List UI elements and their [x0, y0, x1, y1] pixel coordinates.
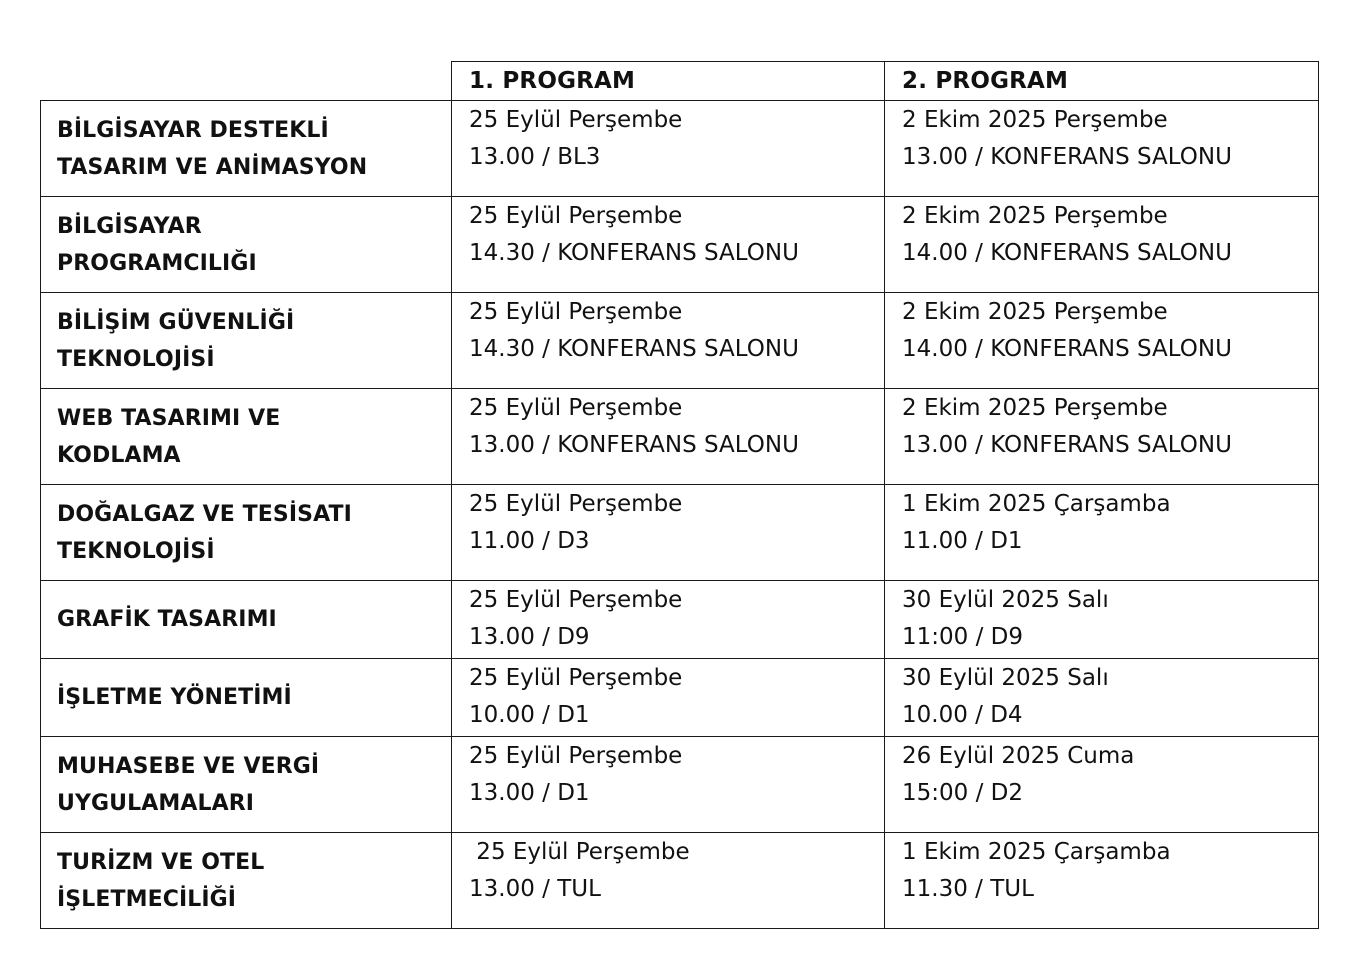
program-2-cell	[885, 581, 1319, 659]
department-name-line: İŞLETMECİLİĞİ	[57, 886, 237, 912]
department-name-line: UYGULAMALARI	[57, 790, 255, 816]
program-2-date: 26 Eylül 2025 Cuma	[902, 743, 1135, 769]
department-name-line: PROGRAMCILIĞI	[57, 250, 257, 276]
program-2-date: 2 Ekim 2025 Perşembe	[902, 203, 1168, 229]
department-name-line: TASARIM VE ANİMASYON	[57, 154, 368, 180]
table-row	[41, 833, 1319, 929]
program-2-cell	[885, 101, 1319, 197]
program-1-time-room: 13.00 / KONFERANS SALONU	[469, 432, 799, 458]
department-cell	[41, 737, 452, 833]
department-name-line: TURİZM VE OTEL	[57, 849, 265, 875]
program-1-date: 25 Eylül Perşembe	[469, 587, 683, 613]
department-cell	[41, 833, 452, 929]
program-2-time-room: 10.00 / D4	[902, 702, 1023, 728]
program-2-date: 30 Eylül 2025 Salı	[902, 587, 1109, 613]
program-2-time-room: 11.00 / D1	[902, 528, 1023, 554]
table-row	[41, 389, 1319, 485]
program-1-cell	[452, 737, 885, 833]
program-2-date: 2 Ekim 2025 Perşembe	[902, 299, 1168, 325]
program-2-cell	[885, 659, 1319, 737]
exam-schedule-table	[40, 61, 1319, 929]
department-name-line: TEKNOLOJİSİ	[57, 538, 215, 564]
program-2-cell	[885, 485, 1319, 581]
program-2-time-room: 14.00 / KONFERANS SALONU	[902, 336, 1232, 362]
department-cell	[41, 293, 452, 389]
header-row	[41, 62, 1319, 101]
department-name-line: GRAFİK TASARIMI	[57, 607, 277, 632]
program-2-time-room: 11:00 / D9	[902, 624, 1023, 650]
department-name-line: BİLİŞİM GÜVENLİĞİ	[57, 309, 295, 335]
program-1-cell	[452, 197, 885, 293]
program-2-date: 2 Ekim 2025 Perşembe	[902, 395, 1168, 421]
program-1-time-room: 13.00 / D1	[469, 780, 590, 806]
department-name-line: KODLAMA	[57, 442, 181, 468]
program-1-cell	[452, 833, 885, 929]
program-2-date: 2 Ekim 2025 Perşembe	[902, 107, 1168, 133]
program-1-cell	[452, 389, 885, 485]
program-1-cell	[452, 485, 885, 581]
department-cell	[41, 581, 452, 659]
program-2-cell	[885, 389, 1319, 485]
department-cell	[41, 389, 452, 485]
program-2-date: 30 Eylül 2025 Salı	[902, 665, 1109, 691]
table-row	[41, 659, 1319, 737]
department-cell	[41, 659, 452, 737]
program-1-cell	[452, 101, 885, 197]
program-1-date: 25 Eylül Perşembe	[469, 107, 683, 133]
program-1-date: 25 Eylül Perşembe	[469, 839, 690, 865]
department-cell	[41, 101, 452, 197]
program-1-time-room: 14.30 / KONFERANS SALONU	[469, 240, 799, 266]
program-1-time-room: 11.00 / D3	[469, 528, 590, 554]
program-2-date: 1 Ekim 2025 Çarşamba	[902, 839, 1171, 865]
department-name-line: DOĞALGAZ VE TESİSATI	[57, 501, 352, 527]
table-row	[41, 581, 1319, 659]
program-1-date: 25 Eylül Perşembe	[469, 743, 683, 769]
table-row	[41, 197, 1319, 293]
department-name-line: İŞLETME YÖNETİMİ	[57, 685, 292, 710]
program-2-time-room: 14.00 / KONFERANS SALONU	[902, 240, 1232, 266]
department-cell	[41, 197, 452, 293]
department-name-line: BİLGİSAYAR DESTEKLİ	[57, 117, 329, 143]
program-1-time-room: 10.00 / D1	[469, 702, 590, 728]
program-2-cell	[885, 833, 1319, 929]
program-1-date: 25 Eylül Perşembe	[469, 665, 683, 691]
program-1-cell	[452, 581, 885, 659]
table-row	[41, 485, 1319, 581]
program-1-time-room: 14.30 / KONFERANS SALONU	[469, 336, 799, 362]
department-name-line: MUHASEBE VE VERGİ	[57, 753, 320, 779]
program-1-date: 25 Eylül Perşembe	[469, 299, 683, 325]
department-cell	[41, 485, 452, 581]
header-blank-cell	[41, 62, 452, 101]
program-1-cell	[452, 293, 885, 389]
program-2-time-room: 15:00 / D2	[902, 780, 1023, 806]
program-1-header: 1. PROGRAM	[452, 62, 885, 101]
program-2-time-room: 13.00 / KONFERANS SALONU	[902, 432, 1232, 458]
program-2-cell	[885, 737, 1319, 833]
program-1-time-room: 13.00 / TUL	[469, 876, 601, 902]
program-1-date: 25 Eylül Perşembe	[469, 203, 683, 229]
department-name-line: TEKNOLOJİSİ	[57, 346, 215, 372]
program-1-time-room: 13.00 / BL3	[469, 144, 601, 170]
table-row	[41, 101, 1319, 197]
program-2-header: 2. PROGRAM	[885, 62, 1319, 101]
department-name-line: BİLGİSAYAR	[57, 213, 202, 239]
program-2-cell	[885, 197, 1319, 293]
program-2-cell	[885, 293, 1319, 389]
program-2-time-room: 11.30 / TUL	[902, 876, 1034, 902]
program-2-date: 1 Ekim 2025 Çarşamba	[902, 491, 1171, 517]
program-2-time-room: 13.00 / KONFERANS SALONU	[902, 144, 1232, 170]
program-1-cell	[452, 659, 885, 737]
table-row	[41, 737, 1319, 833]
program-1-date: 25 Eylül Perşembe	[469, 491, 683, 517]
table-row	[41, 293, 1319, 389]
program-1-time-room: 13.00 / D9	[469, 624, 590, 650]
department-name-line: WEB TASARIMI VE	[57, 405, 281, 431]
program-1-date: 25 Eylül Perşembe	[469, 395, 683, 421]
